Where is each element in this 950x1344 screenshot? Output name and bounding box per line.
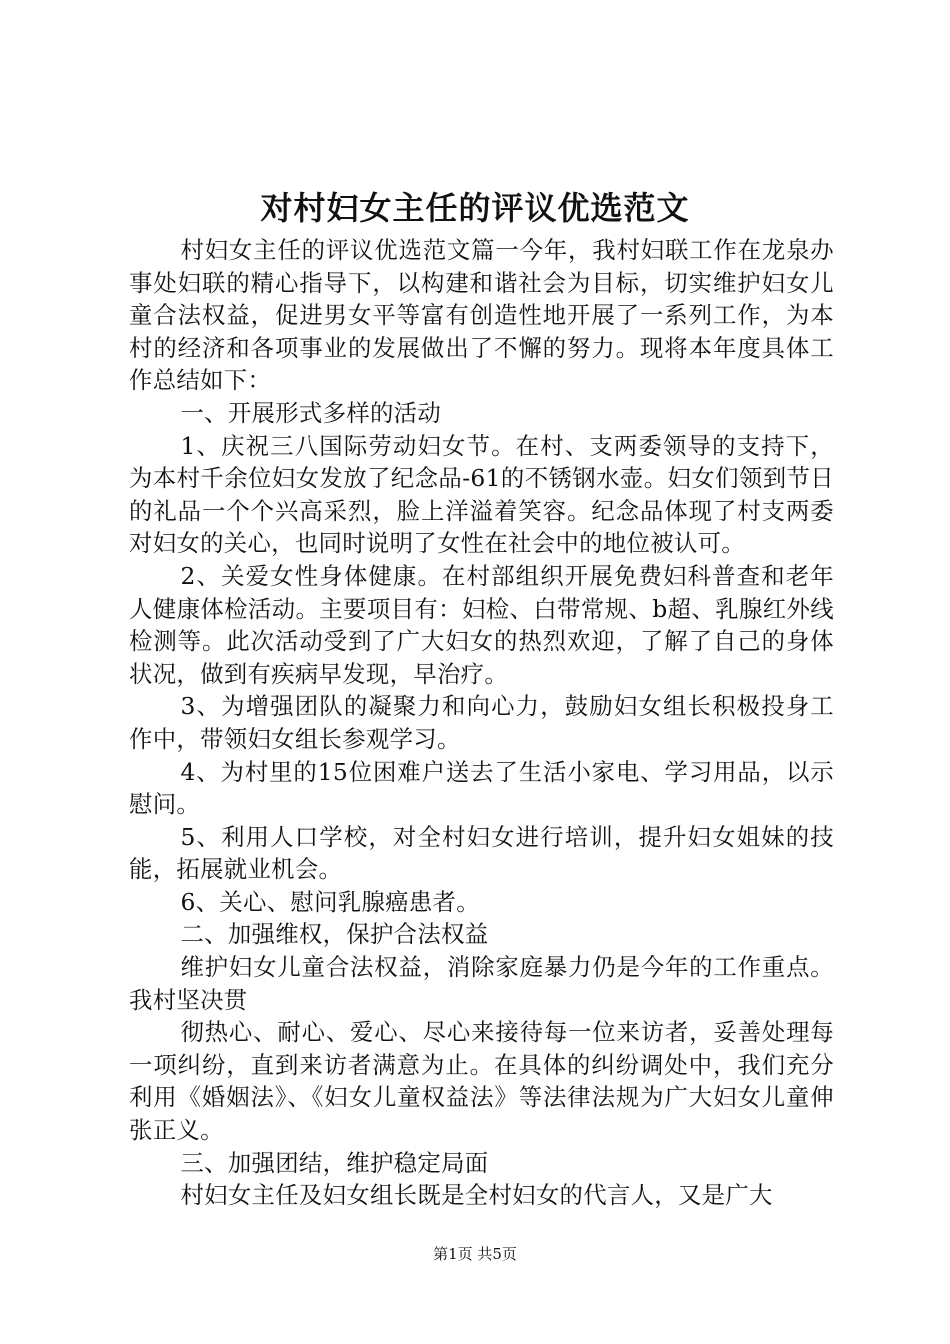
section-heading-activities: 一、开展形式多样的活动 xyxy=(180,398,442,427)
paragraph-item-3: 3、为增强团队的凝聚力和向心力，鼓励妇女组长积极投身工作中，带领妇女组长参观学习。 xyxy=(129,692,834,753)
paragraph-item-6: 6、关心、慰问乳腺癌患者。 xyxy=(180,887,480,916)
paragraph-item-1: 1、庆祝三八国际劳动妇女节。在村、支两委领导的支持下，为本村千余位妇女发放了纪念品-61的不锈钢水壶。妇女们领到节日的礼品一个个兴高采烈，脸上洋溢着笑容。纪念品体现了村支两委对妇女的关心，也同时说明了女性在社会中的地位被认可。 xyxy=(129,431,834,558)
paragraph-item-2: 2、关爱女性身体健康。在村部组织开展免费妇科普查和老年人健康体检活动。主要项目有：妇检、白带常规、b超、乳腺红外线检测等。此次活动受到了广大妇女的热烈欢迎，了解了自己的身体状况，做到有疾病早发现，早治疗。 xyxy=(129,561,834,688)
paragraph-intro: 村妇女主任的评议优选范文篇一今年，我村妇联工作在龙泉办事处妇联的精心指导下，以构建和谐社会为目标，切实维护妇女儿童合法权益，促进男女平等富有创造性地开展了一系列工作，为本村的经济和各项事业的发展做出了不懈的努力。现将本年度具体工作总结如下： xyxy=(129,236,834,395)
section-heading-rights: 二、加强维权，保护合法权益 xyxy=(180,920,489,949)
paragraph-item-5: 5、利用人口学校，对全村妇女进行培训，提升妇女姐妹的技能，拓展就业机会。 xyxy=(129,822,834,884)
section-heading-unity: 三、加强团结，维护稳定局面 xyxy=(180,1148,489,1177)
paragraph-unity-1: 村妇女主任及妇女组长既是全村妇女的代言人，又是广大 xyxy=(180,1181,773,1210)
paragraph-rights-1: 维护妇女儿童合法权益，消除家庭暴力仍是今年的工作重点。我村坚决贯 xyxy=(129,953,834,1014)
document-title: 对村妇女主任的评议优选范文 xyxy=(260,189,690,227)
document-body xyxy=(129,234,834,1212)
paragraph-rights-2: 彻热心、耐心、爱心、尽心来接待每一位来访者，妥善处理每一项纠纷，直到来访者满意为止。在具体的纠纷调处中，我们充分利用《婚姻法》、《妇女儿童权益法》等法律法规为广大妇女儿童伸张正义。 xyxy=(129,1018,834,1145)
paragraph-item-4: 4、为村里的15位困难户送去了生活小家电、学习用品，以示慰问。 xyxy=(129,757,834,819)
page-footer: 第1页 共5页 xyxy=(433,1245,517,1263)
